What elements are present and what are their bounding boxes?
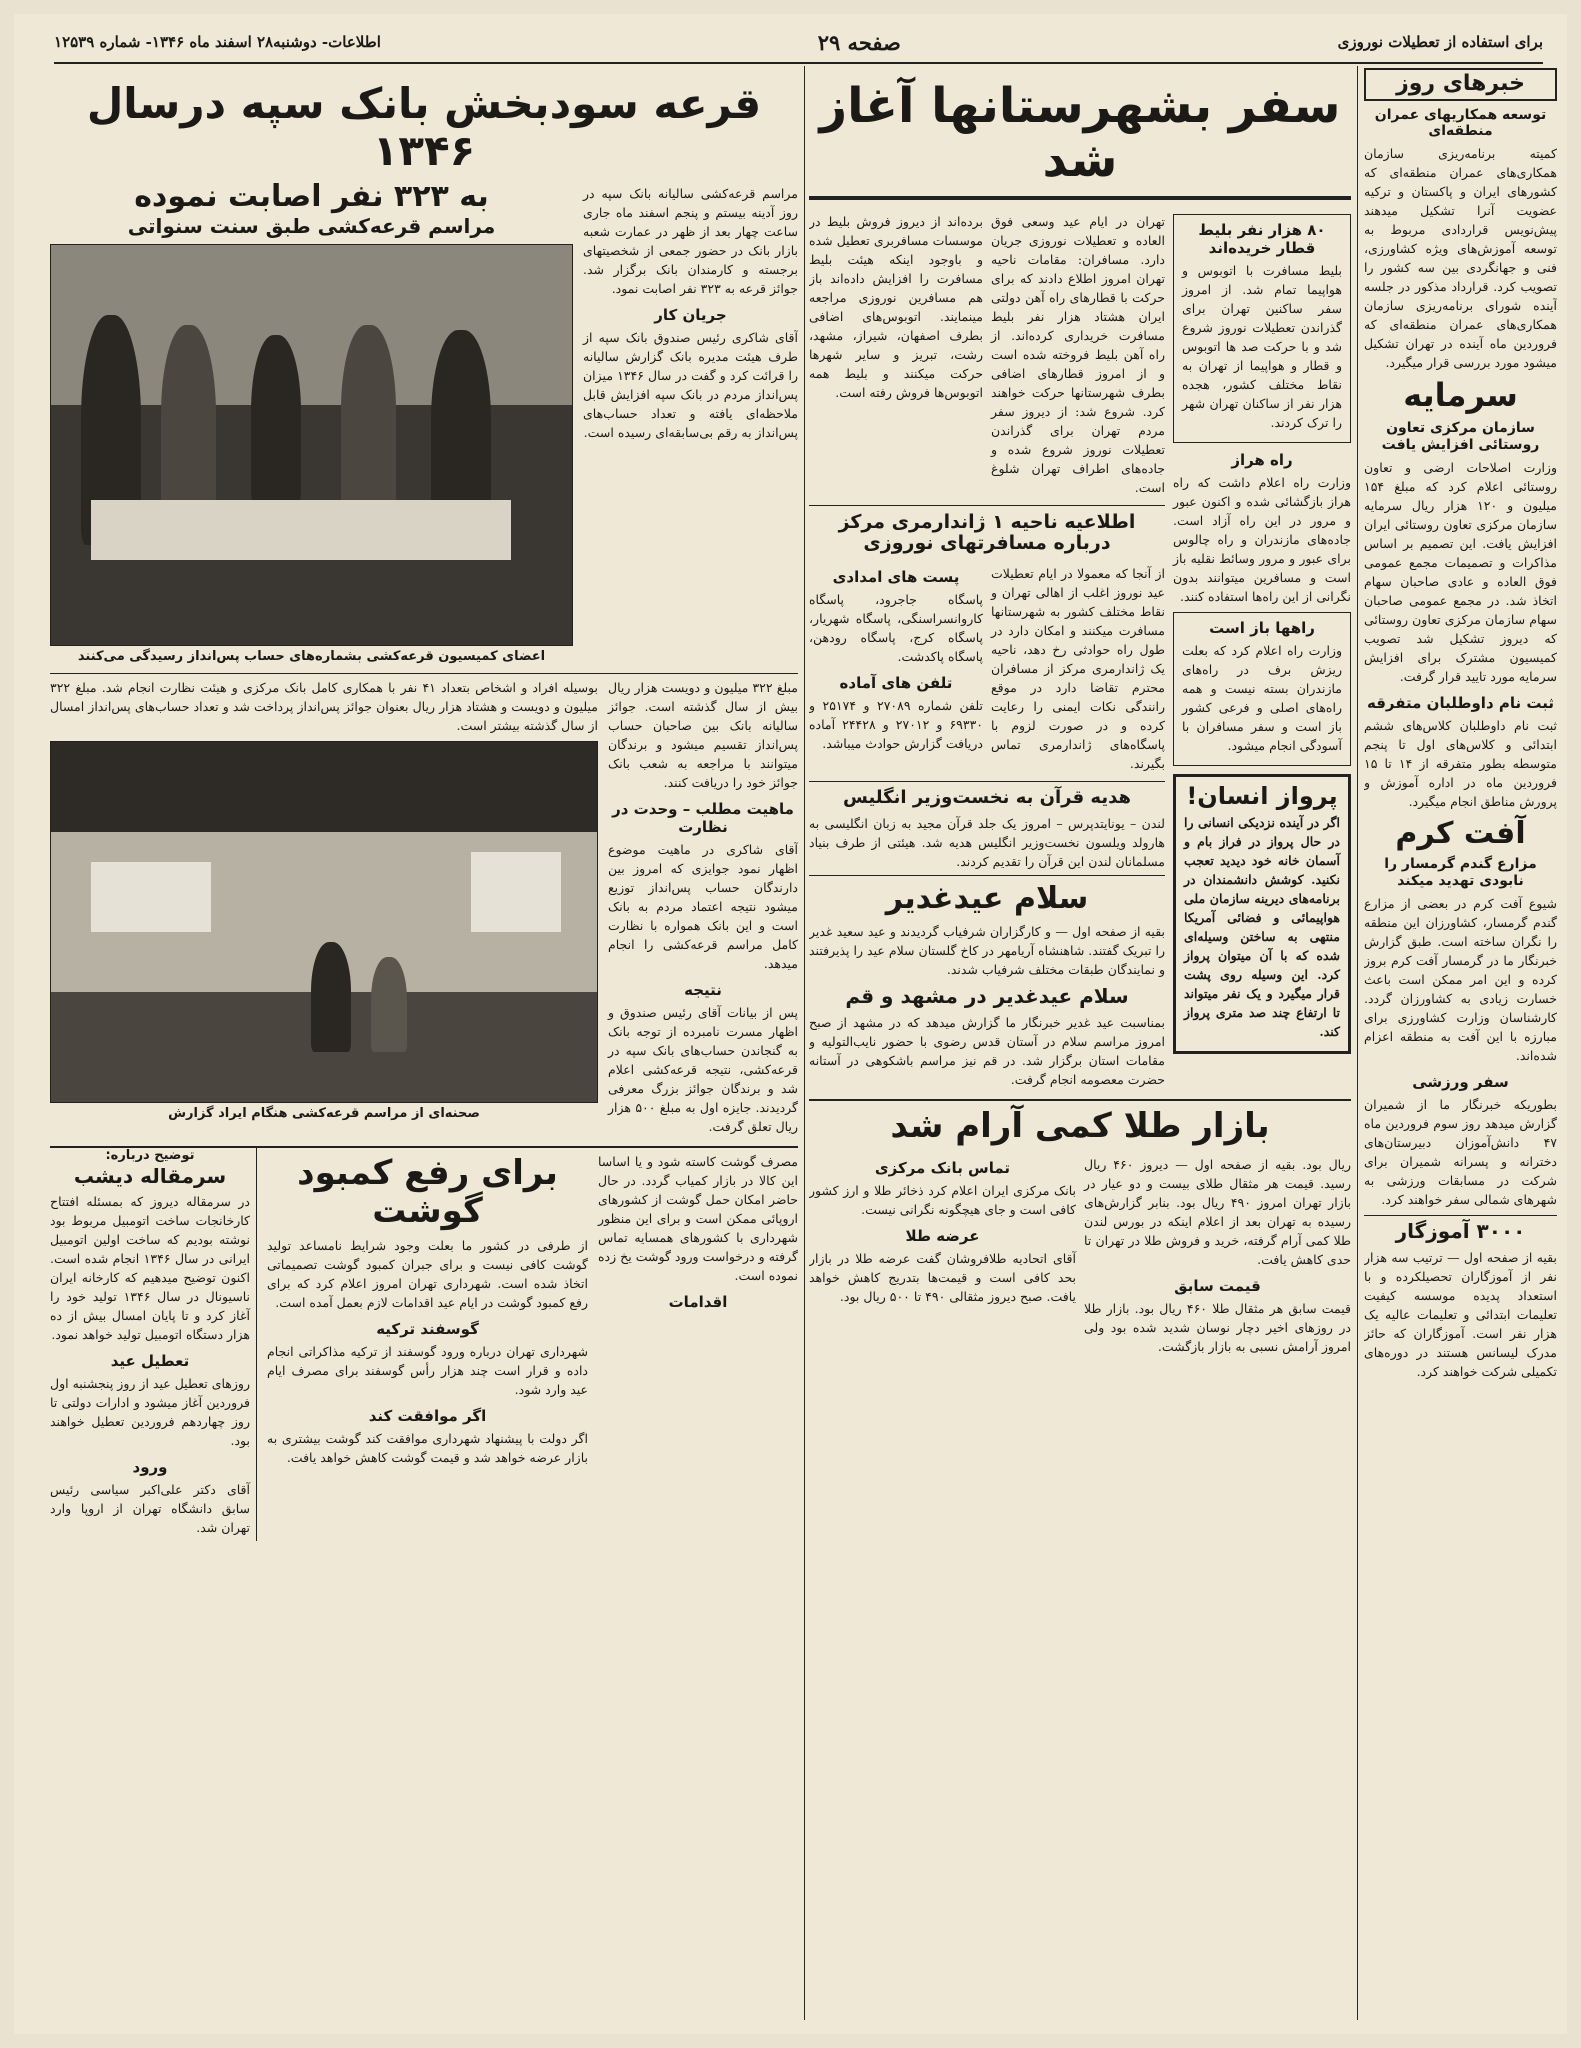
agree-title: اگر موافقت کند bbox=[368, 1406, 487, 1425]
agree-body: اگر دولت با پیشنهاد شهرداری موافقت کند گوشت بیشتری به بازار عرضه خواهد شد و قیمت گوشت کاهش خواهد یافت. bbox=[267, 1430, 588, 1465]
quran-title: هدیه قرآن به نخست‌وزیر انگلیس bbox=[843, 787, 1131, 809]
column-rule bbox=[804, 66, 805, 2020]
article-label: توضیح درباره: bbox=[105, 1147, 195, 1163]
gold-col-2 bbox=[809, 1151, 1076, 1360]
news-item-body: شیوع آفت کرم در بعضی از مزارع گندم گرمسار، کشاورزان این منطقه را نگران ساخته است. طبق گزارش خبرنگار ما در گرمسار آفت کرم بروز کرده و این امر ممکن است باعث خسارت زیادی به کشاورزان گردد. کارشناسان وزارت کشاورزی برای مبارزه با این آفت به منطقه اعزام شده‌اند. bbox=[1364, 895, 1557, 1063]
lottery-mid-col bbox=[50, 674, 598, 1140]
news-item-body: کمیته برنامه‌ریزی سازمان همکاری‌های عمران منطقه‌ای که کشورهای ایران و پاکستان و ترکیه عضویت آنرا تشکیل میدهند پیش‌نویس قراردادی مربوط به توسعه آموزش‌های ویژه کشاورزی، فنی و جهانگردی بین سه کشور را تصویب کرد. قرارداد مذکور در جلسه آینده شورای برنامه‌ریزی سازمان همکاری‌های عمران منطقه‌ای که فروردین ماه آینده در تهران تشکیل میشود مورد بررسی قرار میگیرد. bbox=[1364, 146, 1557, 371]
article-title: سرمقاله دیشب bbox=[73, 1164, 227, 1189]
news-item-title: آفت کرم bbox=[1395, 815, 1526, 851]
ghadir-mashhad-title: سلام عیدغدیر در مشهد و قم bbox=[845, 983, 1129, 1008]
meat-headline: برای رفع کمبود گوشت bbox=[297, 1152, 558, 1231]
mutton-body: شهرداری تهران درباره ورود گوسفند از ترکیه مذاکراتی انجام داده و قرار است چند هزار رأس گوسفند برای مصرف ایام عید وارد شود. bbox=[267, 1343, 588, 1397]
travel-box bbox=[1173, 214, 1351, 443]
news-item-title: ۳۰۰۰ آموزگار bbox=[1364, 1215, 1557, 1242]
roads-body: وزارت راه اعلام داشت که راه هراز بازگشائی شده و اکنون عبور و مرور در این راه آزاد است. جاده‌های مازندران و راه چالوس برای عبور و مرور وسائط نقلیه باز است و مسافرین میتوانند بدون نگرانی از این راه‌ها استفاده کنند. bbox=[1173, 474, 1351, 604]
parvaz-body: اگر در آینده نزدیکی انسانی را در حال پرواز در فراز بام و آسمان خانه خود دیدید تعجب نکنید. کوشش دانشمندان در برنامه‌های دیرینه سازمان ملی هواپیمائی و فضائی آمریکا منتهی به ساختن وسیله‌ای شده که با آن میتوان پرواز کرد. این وسیله روی پشت قرار میگیرد و یک نفر میتواند تا ارتفاع چند صد متری پرواز کند. bbox=[1184, 815, 1340, 1040]
meat-measures-body: مصرف گوشت کاسته شود و یا اساسا این کالا در بازار کمیاب گردد. در حال حاضر امکان حمل گوشت از کشورهای اروپائی ممکن است و برای این منظور شهرداری با کشورهای همسایه تماس گرفته و درخواست ورود گوشت یخ زده نموده است. bbox=[598, 1153, 798, 1283]
gendarmerie-notice bbox=[809, 505, 1165, 778]
travel-box-column bbox=[1173, 208, 1351, 1094]
gold-headline: بازار طلا کمی آرام شد bbox=[890, 1106, 1270, 1147]
issue-line: اطلاعات- دوشنبه۲۸ اسفند ماه ۱۳۴۶- شماره ۱۲۵۳۹ bbox=[54, 33, 381, 51]
meat-body: از طرفی در کشور ما بعلت وجود شرایط نامساعد تولید گوشت کافی نیست و برای جبران کمبود گوشت تصمیماتی اتخاذ شده است. شهرداری تهران امروز اعلام کرد که برای رفع کمبود گوشت در ایام عید اقدامات لازم بعمل آمده است. bbox=[267, 1237, 588, 1310]
phones-title: تلفن های آماده bbox=[839, 674, 953, 693]
gold-market-item bbox=[809, 1099, 1351, 1360]
mutton-title: گوسفند ترکیه bbox=[376, 1319, 479, 1338]
column-rule bbox=[1357, 66, 1358, 2020]
gold-body: ریال بود. بقیه از صفحه اول — دیروز ۴۶۰ ریال رسید. قیمت هر مثقال طلای بیست و دو عیار در بازار تهران امروز ۴۹۰ ریال بود. بنابر گزارش‌های رسیده به تهران بعد از اعلام اینکه در بورس لندن طلا کمی آرام گرفته، خرید و فروش طلا در تهران تا حدی کاهش یافت. bbox=[1084, 1157, 1351, 1268]
central-bank-title: تماس بانک مرکزی bbox=[874, 1159, 1011, 1178]
news-item-title: توسعه همکاریهای عمران منطقه‌ای bbox=[1374, 106, 1547, 140]
photo2-caption: صحنه‌ای از مراسم قرعه‌کشی هنگام ایراد گزارش bbox=[168, 1105, 480, 1121]
lottery-text-column bbox=[583, 180, 798, 667]
posts-body: پاسگاه جاجرود، پاسگاه کاروانسراسنگی، پاسگاه شهریار، پاسگاه کرج، پاسگاه رودهن، پاسگاه پاکدشت. bbox=[809, 592, 983, 665]
lottery-intro: مراسم قرعه‌کشی سالیانه بانک سپه در روز آدینه بیستم و پنجم اسفند ماه جاری ساعت چهار بعد از ظهر در عمارت شعبه بازار بانک در حضور جمعی از شخصیتهای برجسته و کارمندان بانک برگزار شد. جوائز قرعه به ۳۲۳ نفر اصابت نمود. bbox=[583, 186, 798, 297]
meat-measures-col bbox=[598, 1148, 798, 1541]
gold-supply-title: عرضه طلا bbox=[905, 1227, 980, 1246]
lottery-lower bbox=[50, 673, 798, 1140]
meat-measures-title: اقدامات bbox=[668, 1292, 728, 1311]
ghadir-mashhad-body: بمناسبت عید غدیر خبرنگار ما گزارش میدهد که در مشهد از صبح امروز مراسم سلام در آستان قدس رضوی با حضور نایب‌التولیه و مقامات استان برگزار شد. در قم نیز مراسم باشکوهی در آستانه حضرت معصومه انجام گرفت. bbox=[809, 1015, 1165, 1088]
posts-title: پست های امدادی bbox=[832, 568, 960, 587]
travel-column-b: برده‌اند از دیروز فروش بلیط در موسسات مسافربری تعطیل شده و باوجود اینکه هیئت بلیط مسافرت را افزایش داده‌اند باز هم مسافرین نوروزی مراجعه مینمایند. اتوبوس‌های اضافی بطرف اصفهان، شیراز، مشهد، رشت، تبریز و سایر شهرها حرکت میکنند و بلیط همه اتوبوس‌ها فروش رفته است. bbox=[809, 213, 983, 400]
meat-col bbox=[267, 1148, 588, 1541]
result-body: پس از بیانات آقای رئیس صندوق و اظهار مسرت نامبرده از توجه بانک به گنجاندن حساب‌های بانک سپه در قرعه‌کشی، نتیجه قرعه‌کشی اعلام شد و برندگان جوائز بزرگ معرفی گردیدند. جایزه اول به مبلغ ۵۰۰ هزار ریال تعلق گرفت. bbox=[608, 1004, 798, 1134]
travel-column-a: تهران در ایام عید وسعی فوق العاده و تعطیلات نوروزی جریان دارد. مسافران: مقامات ناحیه تهران امروز اطلاع دادند که برای حرکت با قطارهای راه آهن دولتی ایران هشتاد هزار نفر بلیط مسافرت خریداری کرده‌اند. از راه آهن بلیط فروخته شده است و از امروز قطارهای اضافی بطرف شهرستانها حرکت خواهند کرد. شروع شد: از دیروز سفر مردم تهران برای گذراندن تعطیلات نوروز شروع شده و جاده‌های اطراف تهران شلوغ است. bbox=[991, 213, 1165, 495]
masthead bbox=[54, 22, 1543, 64]
article-body: در سرمقاله دیروز که بمسئله افتتاح کارخانجات ساخت اتومبیل مربوط بود نوشته بودیم که ساخت اولین اتومبیل ایرانی در سال ۱۳۴۶ انجام شده است. اکنون توضیح میدهیم که کارخانه ایران ناسیونال در سال ۱۳۴۶ تولید خود را آغاز کرد و تا پایان امسال بیش از ده هزار دستگاه اتومبیل تولید خواهد نمود. bbox=[50, 1193, 250, 1342]
lottery-col-right: مبلغ ۳۲۲ میلیون و دویست هزار ریال بیش از سال گذشته است. جوائز سالیانه بانک بین صاحبان حساب پس‌انداز تقسیم میشود و برندگان میتوانند با مراجعه به شعب بانک جوائز خود را دریافت کنند. bbox=[608, 679, 798, 790]
news-item-body: ثبت نام داوطلبان کلاس‌های ششم ابتدائی و کلاس‌های اول تا پنجم متوسطه بطور متفرقه از ۱۴ تا ۱۵ فروردین ماه در اداره آموزش و پرورش مناطق انجام میگیرد. bbox=[1364, 717, 1557, 809]
gendarmerie-body: از آنجا که معمولا در ایام تعطیلات عید نوروز اغلب از اهالی تهران و نقاط مختلف کشور به شهرستانها مسافرت میکنند و امکان دارد در طول راه حوادثی رخ دهد، ناحیه یک ژاندارمری مرکز از مسافران محترم تقاضا دارد در موقع رانندگی نکات ایمنی را رعایت کرده و در صورت لزوم با پاسگاه‌های ژاندارمری تماس بگیرند. bbox=[991, 566, 1165, 772]
news-item-title: سرمایه bbox=[1403, 376, 1518, 415]
result-title: نتیجه bbox=[684, 980, 722, 999]
roads-title: راه هراز bbox=[1231, 450, 1293, 469]
lottery-sub1: به ۳۲۳ نفر اصابت نموده bbox=[134, 179, 489, 215]
lottery-section bbox=[50, 66, 798, 2020]
quran-body: لندن – یونایتدپرس – امروز یک جلد قرآن مجید به زبان انگلیسی به هارولد ویلسون نخست‌وزیر انگلیس هدیه شد. هیئتی از طرف بنیاد مسلمانان لندن این قرآن را تقدیم کردند. bbox=[809, 816, 1165, 870]
news-item-title: ثبت نام داوطلبان متفرقه bbox=[1367, 693, 1554, 712]
gold-prices-body: قیمت سابق هر مثقال طلا ۴۶۰ ریال بود. بازار طلا در روزهای اخیر دچار نوسان شدید شده بود ولی امروز آرامش نسبی به بازار بازگشت. bbox=[1084, 1301, 1351, 1355]
page-number: صفحه ۲۹ bbox=[817, 29, 901, 55]
gold-prices-title: قیمت سابق bbox=[1174, 1277, 1261, 1296]
ghadir-body: بقیه از صفحه اول — و کارگزاران شرفیاب گردیدند و عید سعید غدیر را تبریک گفتند. شاهنشاه آریامهر در کاخ گلستان سلام عید را پذیرفتند و نمایندگان طبقات مختلف شرفیاب شدند. bbox=[809, 923, 1165, 977]
news-item-subtitle: سازمان مرکزی تعاون روستائی افزایش یافت bbox=[1381, 420, 1540, 453]
supervision-body: آقای شاکری در ماهیت موضوع اظهار نمود جوایزی که امروز بین دارندگان حساب پس‌انداز توزیع میشود نتیجه اعتماد مردم به بانک است و این بانک همواره با نظارت کامل مراسم قرعه‌کشی را انجام میدهد. bbox=[608, 841, 798, 971]
box-body: بلیط مسافرت با اتوبوس و هواپیما تمام شد. از امروز سفر ساکنین تهران برای گذراندن تعطیلات نوروز شروع شد و با حرکت صد ها اتوبوس و قطار و هواپیما از تهران به نقاط مختلف کشور، هجده هزار نفر از ساکنان تهران شهر را ترک کردند. bbox=[1182, 262, 1342, 430]
sidebar-news-column bbox=[1364, 66, 1557, 2020]
flow-title: جریان کار bbox=[654, 306, 727, 325]
roads-open-box bbox=[1173, 612, 1351, 766]
photo1-caption: اعضای کمیسیون قرعه‌کشی بشماره‌های حساب پس‌انداز رسیدگی می‌کنند bbox=[77, 648, 546, 664]
news-item-subtitle: مزارع گندم گرمسار را نابودی تهدید میکند bbox=[1384, 856, 1537, 890]
central-bank-body: بانک مرکزی ایران اعلام کرد ذخائر طلا و ارز کشور کافی است و جای هیچگونه نگرانی نیست. bbox=[809, 1183, 1076, 1218]
quran-item bbox=[809, 781, 1165, 871]
travel-main-columns bbox=[809, 208, 1165, 1094]
gendarmerie-details bbox=[809, 560, 983, 777]
lottery-col-mid: بوسیله افراد و اشخاص بتعداد ۴۱ نفر با همکاری کامل بانک مرکزی و هیئت نظارت انجام شد. مبلغ ۳۲۲ میلیون و دویست و هشتاد هزار ریال بعنوان جوائز پس‌انداز پرداخت شد و تعداد حساب‌های پس‌انداز امسال از سال گذشته بیشتر است. bbox=[50, 679, 598, 733]
meat-and-article bbox=[50, 1146, 798, 1541]
travel-section bbox=[809, 66, 1351, 2020]
arrival-body: آقای دکتر علی‌اکبر سیاسی رئیس سابق دانشگاه تهران از اروپا وارد تهران شد. bbox=[50, 1481, 250, 1535]
arrival-title: ورود bbox=[132, 1457, 168, 1476]
gendarmerie-title: اطلاعیه ناحیه ۱ ژاندارمری مرکز درباره مسافرتهای نوروزی bbox=[838, 510, 1136, 554]
lottery-right-col bbox=[608, 674, 798, 1140]
phones-body: تلفن شماره ۲۷۰۸۹ و ۲۵۱۷۴ و ۶۹۳۳۰ و ۲۷۰۱۲ و ۲۴۴۲۸ آماده دریافت گزارش حوادث میباشد. bbox=[809, 698, 984, 752]
travel-headline: سفر بشهرستانها آغاز شد bbox=[809, 80, 1351, 200]
sidebar-title-box bbox=[1364, 68, 1557, 101]
flow-body: آقای شاکری رئیس صندوق بانک سپه از طرف هیئت مدیره بانک گزارش سالیانه را قرائت کرد و گفت در سال ۱۳۴۶ میزان پس‌انداز مردم در بانک سپه افزایش قابل ملاحظه‌ای یافته و تعداد حساب‌های پس‌انداز به رقم بی‌سابقه‌ای رسیده است. bbox=[583, 330, 798, 441]
article-col bbox=[50, 1148, 257, 1541]
lottery-sub2: مراسم قرعه‌کشی طبق سنت سنواتی bbox=[127, 213, 496, 238]
sidebar-title: خبرهای روز bbox=[1396, 71, 1525, 96]
box-title: راهها باز است bbox=[1209, 618, 1315, 637]
box-body: وزارت راه اعلام کرد که بعلت ریزش برف در راه‌های مازندران بسته نیست و همه راه‌های اصلی و فرعی کشور باز است و سفر مسافران با آسودگی انجام میشود. bbox=[1182, 642, 1342, 753]
holiday-body: روزهای تعطیل عید از روز پنجشنبه اول فروردین آغاز میشود و ادارات دولتی تا روز چهاردهم فروردین تعطیل خواهند بود. bbox=[50, 1375, 250, 1448]
ghadir-title: سلام عیدغدیر bbox=[885, 881, 1089, 917]
lottery-photo-block bbox=[50, 180, 573, 667]
gold-supply-body: آقای اتحادیه طلافروشان گفت عرضه طلا در بازار بحد کافی است و قیمت‌ها بتدریج کاهش خواهد یافت. صبح دیروز مثقالی ۴۹۰ تا ۵۰۰ ریال بود. bbox=[809, 1251, 1076, 1305]
parvaz-box bbox=[1173, 774, 1351, 1055]
ghadir-item bbox=[809, 875, 1165, 1089]
gold-col-1 bbox=[1084, 1151, 1351, 1360]
lottery-commission-photo bbox=[50, 244, 573, 646]
parvaz-title: پرواز انسان! bbox=[1186, 781, 1338, 810]
holiday-title: تعطیل عید bbox=[110, 1351, 190, 1370]
box-title: ۸۰ هزار نفر بلیط قطار خریده‌اند bbox=[1198, 220, 1326, 257]
supervision-title: ماهیت مطلب – وحدت در نظارت bbox=[612, 799, 794, 836]
news-item-body: بطوریکه خبرنگار ما از شمیران گزارش میدهد روز سوم فروردین ماه ۴۷ دانش‌آموزان دبیرستان‌های دخترانه و پسرانه شمیران برای شرکت در مسابقات ورزشی به شهرهای شمالی سفر خواهند کرد. bbox=[1364, 1096, 1557, 1207]
news-item-body: بقیه از صفحه اول — ترتیب سه هزار نفر از آموزگاران تحصیلکرده و با استعداد پدیده موسسه کیفیت تعلیمات ابتدائی و تعلیمات عالیه یک هزار نفر است. آموزگاران که حائز مدرک لیسانس هستند در دوره‌های تکمیلی شرکت خواهند کرد. bbox=[1364, 1250, 1557, 1380]
lottery-ceremony-photo bbox=[50, 741, 598, 1103]
supra-headline: برای استفاده از تعطیلات نوروزی bbox=[1337, 33, 1543, 51]
lottery-headline: قرعه سودبخش بانک سپه درسال ۱۳۴۶ bbox=[86, 79, 762, 176]
news-item-title: سفر ورزشی bbox=[1412, 1072, 1509, 1091]
newspaper-page bbox=[14, 14, 1567, 2034]
news-item-body: وزارت اصلاحات ارضی و تعاون روستائی اعلام کرد که مبلغ ۱۵۴ میلیون و ۱۲۰ هزار ریال سرمایه سازمان مرکزی تعاون روستائی ایران افزایش یافت. این تصمیم بر اساس مذاکرات و تصمیمات مجمع عمومی فوق العاده و عادی صاحبان سهام اتخاذ شد. در مجمع عمومی صاحبان سهام سازمان مرکزی تعاون روستائی که دیروز تشکیل شد تصویب کمیسیون مشترک برای افزایش سرمایه مورد تایید قرار گرفت. bbox=[1364, 459, 1557, 684]
